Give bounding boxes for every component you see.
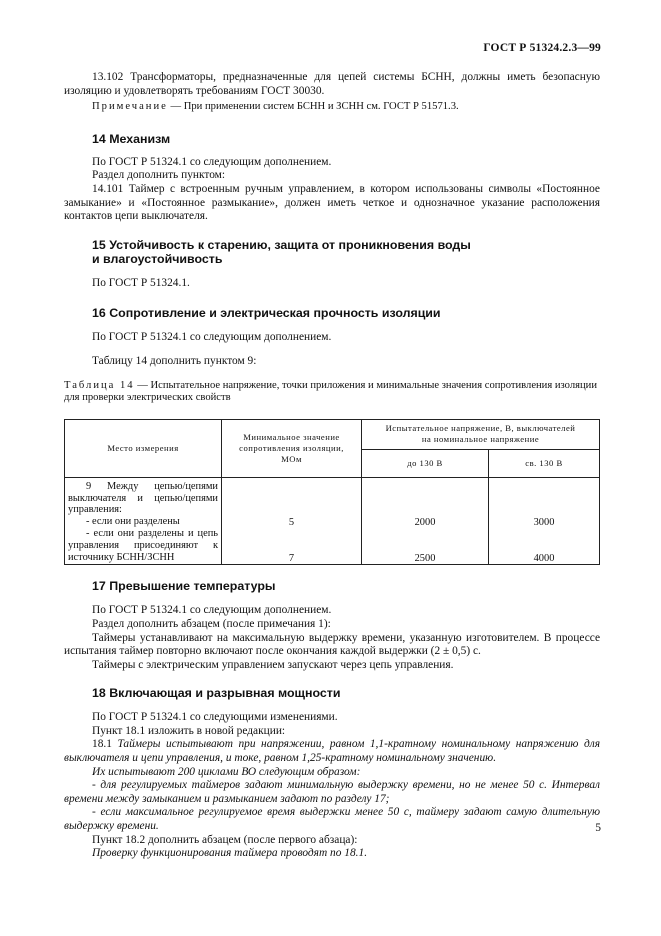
location-option-a: - если они разделены [86,516,180,528]
table-header-row-1 [65,419,600,449]
location-option-b: - если они разделены и цепь управления присоединяют к источнику БСНН/ЗСНН [68,527,218,563]
section-14-p2: Раздел дополнить пунктом: [92,169,226,182]
section-15-title [64,238,600,266]
header-resistance: Минимальное значение сопротивления изоляции, МОм [222,419,362,477]
note-label: Примечание [92,101,168,113]
clause-18-1-text: Таймеры испытывают при напряжении, равном 1,1-кратному номинальному напряжению для выключателя и цепи управления, и токе, равном 1,25-кратному номинальному значению. [64,738,601,765]
section-18-p1: По ГОСТ Р 51324.1 со следующими изменениями. [92,711,338,724]
note-13 [64,100,600,114]
section-16-p2: Таблицу 14 дополнить пунктом 9: [92,354,257,367]
section-14-title: 14 Механизм [92,131,171,146]
resistance-a: 5 [288,516,295,528]
table-14 [64,419,600,566]
table-14-label: Таблица 14 [64,379,135,391]
note-text: — При применении систем БСНН и ЗСНН см. ГОСТ Р 51571.3. [167,101,459,113]
section-17-p2: Раздел дополнить абзацем (после примечания 1): [92,617,331,630]
paragraph-13-102: 13.102 Трансформаторы, предназначенные для цепей системы БСНН, должны иметь безопасную изоляцию и удовлетворять требованиям ГОСТ 30030. [64,71,600,97]
document-code-header: ГОСТ Р 51324.2.3—99 [483,42,601,54]
header-up-to-130v: до 130 В [362,449,489,477]
voltage-up-to-130-a: 2000 [414,516,436,528]
clause-18-1-number: 18.1 [92,738,118,751]
section-15-title-line2: и влагоустойчивость [92,251,223,266]
section-16-p1: По ГОСТ Р 51324.1 со следующим дополнением. [92,331,332,344]
cell-voltage-over-130 [489,477,600,565]
page-number: 5 [595,822,601,834]
table-14-caption-text: — Испытательное напряжение, точки приложения и минимальные значения сопротивления изоляции для проверки электрических свойств [64,379,597,404]
section-18-p7: Пункт 18.2 дополнить абзацем (после первого абзаца): [92,833,358,846]
section-14-p1: По ГОСТ Р 51324.1 со следующим дополнением. [92,155,332,168]
table-row-9 [65,477,600,565]
cell-resistance [222,477,362,565]
section-16-title: 16 Сопротивление и электрическая прочность изоляции [92,306,441,321]
section-18-title: 18 Включающая и разрывная мощности [92,686,341,701]
section-18-p3 [64,738,600,765]
section-18-p5: - для регулируемых таймеров задают минимальную выдержку времени, но не менее 50 с. Интервал времени между замыканием и размыканием задают по разделу 17; [64,779,600,805]
section-18-p4: Их испытывают 200 циклами ВО следующим образом: [92,765,361,778]
section-14-p3: 14.101 Таймер с встроенным ручным управлением, в котором использованы символы «Постоянное замыкание» и «Постоянное размыкание», должен иметь четкое и однозначное указание расположения контактов цепи выключателя. [64,182,600,223]
cell-location [65,477,222,565]
header-location: Место измерения [65,419,222,477]
cell-voltage-up-to-130 [362,477,489,565]
section-18-p8: Проверку функционирования таймера проводят по 18.1. [92,847,368,860]
header-test-voltage: Испытательное напряжение, В, выключателей на номинальное напряжение [362,419,600,449]
section-17-title: 17 Превышение температуры [92,579,276,594]
section-15-p1: По ГОСТ Р 51324.1. [92,276,190,289]
location-intro: 9 Между цепью/цепями выключателя и цепью/цепями управления: [68,480,218,516]
section-17-p3: Таймеры устанавливают на максимальную выдержку времени, указанную изготовителем. В процессе испытания таймер повторно включают после окончания каждой выдержки (2 ± 0,5) с. [64,631,600,658]
section-18-p6: - если максимальное регулируемое время выдержки менее 50 с, таймеру задают самую длительную выдержку времени. [64,806,600,833]
page-content [64,71,600,861]
section-18-p2: Пункт 18.1 изложить в новой редакции: [92,724,286,737]
resistance-b: 7 [288,552,295,564]
section-15-title-line1: 15 Устойчивость к старению, защита от проникновения воды [92,237,471,252]
section-17-p4: Таймеры с электрическим управлением запускают через цепь управления. [92,658,454,671]
voltage-over-130-a: 3000 [533,516,555,528]
voltage-up-to-130-b: 2500 [414,552,436,564]
voltage-over-130-b: 4000 [533,552,555,564]
table-14-caption [64,380,600,405]
header-over-130v: св. 130 В [489,449,600,477]
section-17-p1: По ГОСТ Р 51324.1 со следующим дополнением. [92,604,332,617]
